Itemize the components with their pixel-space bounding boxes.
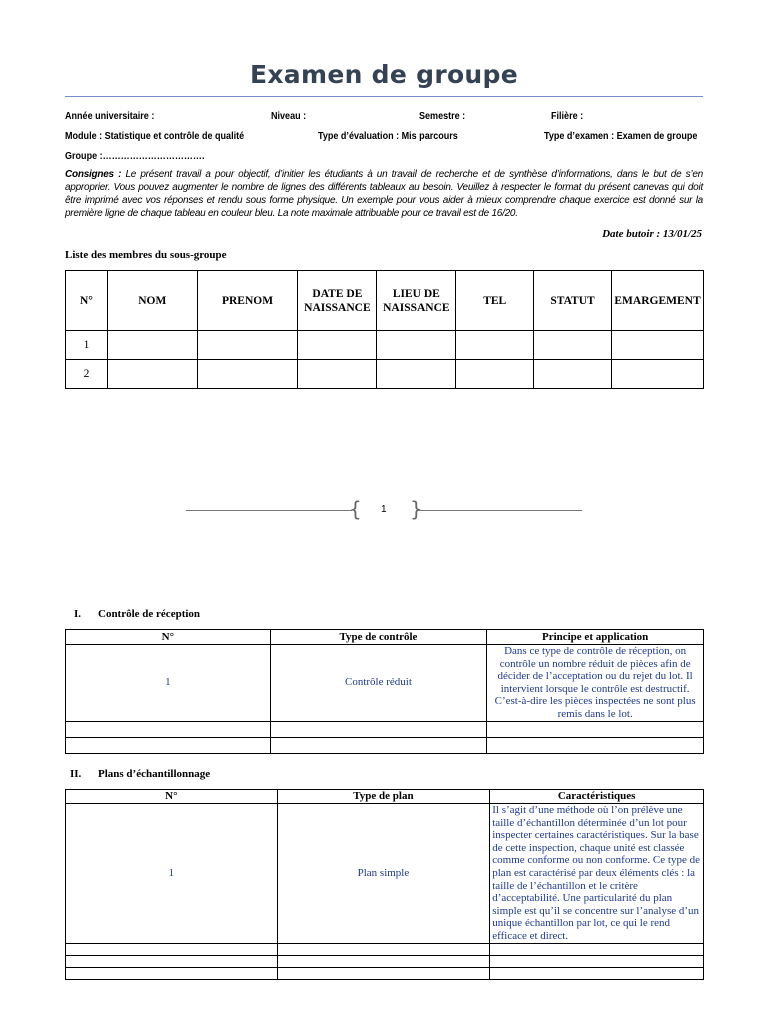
footer-line-right xyxy=(418,510,582,511)
annee-label: Année universitaire : xyxy=(65,110,155,122)
consignes-paragraph xyxy=(65,168,703,220)
table-cell[interactable] xyxy=(377,360,456,389)
groupe-label: Groupe :……………………………. xyxy=(65,150,205,162)
table-cell[interactable] xyxy=(490,967,704,979)
footer-line-left xyxy=(186,510,352,511)
niveau-label: Niveau : xyxy=(271,110,307,122)
members-header-row xyxy=(66,271,704,331)
table-cell[interactable] xyxy=(270,721,487,737)
col-header: NOM xyxy=(107,271,197,331)
table-cell[interactable] xyxy=(277,943,490,955)
col-header: STATUT xyxy=(534,271,612,331)
col-header: Type de contrôle xyxy=(270,630,487,645)
table-cell[interactable] xyxy=(377,331,456,360)
table-cell[interactable] xyxy=(107,360,197,389)
table-cell[interactable] xyxy=(611,331,703,360)
table-row xyxy=(66,721,704,737)
members-heading: Liste des membres du sous-groupe xyxy=(65,249,227,261)
section1-table xyxy=(65,629,704,754)
left-brace: { xyxy=(349,497,362,521)
table-cell[interactable] xyxy=(277,967,490,979)
table-cell[interactable] xyxy=(298,331,377,360)
title-underline xyxy=(65,96,703,97)
table-cell[interactable] xyxy=(197,331,298,360)
table-row xyxy=(66,955,704,967)
row-number: 2 xyxy=(66,360,108,389)
table-cell[interactable] xyxy=(534,331,612,360)
section2-header-row xyxy=(66,790,704,804)
table-row xyxy=(66,967,704,979)
section1-header-row xyxy=(66,630,704,645)
table-cell[interactable] xyxy=(534,360,612,389)
col-header: N° xyxy=(66,630,271,645)
table-cell[interactable] xyxy=(66,943,278,955)
table-cell[interactable] xyxy=(490,955,704,967)
table-cell[interactable] xyxy=(197,360,298,389)
section2-number: II. xyxy=(70,768,82,780)
table-cell[interactable] xyxy=(298,360,377,389)
table-cell[interactable] xyxy=(107,331,197,360)
col-header: LIEU DE NAISSANCE xyxy=(377,271,456,331)
col-header: TEL xyxy=(456,271,534,331)
example-principe: Dans ce type de contrôle de réception, on contrôle un nombre réduit de pièces afin de décider de l’acceptation ou du rejet du lot. Il intervient lorsque le contrôle est destructif. C’est-à-dire les pièces inspectées ne sont plus remis dans le lot. xyxy=(487,645,704,722)
col-header: Caractéristiques xyxy=(490,790,704,804)
page-title: Examen de groupe xyxy=(250,60,518,89)
section1-number: I. xyxy=(74,608,82,620)
table-cell[interactable] xyxy=(66,721,271,737)
section2-title: Plans d’échantillonnage xyxy=(98,768,211,780)
table-cell[interactable] xyxy=(66,955,278,967)
page-number: 1 xyxy=(381,504,387,515)
table-cell[interactable] xyxy=(456,331,534,360)
table-row xyxy=(66,943,704,955)
members-table xyxy=(65,270,704,389)
row-number: 1 xyxy=(66,331,108,360)
consignes-label: Consignes : xyxy=(65,169,122,180)
example-caracteristiques: Il s’agit d’une méthode où l’on prélève une taille d’échantillon déterminée d’un lot pour inspecter certaines caractéristiques. Sur la base de cette inspection, chaque unité est classée comme conforme ou non conforme. Ce type de plan est caractérisé par deux éléments clés : la taille de l’échantillon et le critère d’acceptabilité. Une particularité du plan simple est qu’il se concentre sur l’analyse d’un unique échantillon par lot, ce qui le rend efficace et direct. xyxy=(490,804,704,944)
module-label: Module : Statistique et contrôle de qualité xyxy=(65,130,245,142)
table-cell[interactable] xyxy=(277,955,490,967)
table-row xyxy=(66,645,704,722)
col-header: N° xyxy=(66,790,278,804)
example-type: Contrôle réduit xyxy=(270,645,487,722)
col-header: Principe et application xyxy=(487,630,704,645)
semestre-label: Semestre : xyxy=(419,110,466,122)
table-row xyxy=(66,331,704,360)
filiere-label: Filière : xyxy=(551,110,584,122)
table-row xyxy=(66,737,704,753)
example-number: 1 xyxy=(66,804,278,944)
table-row xyxy=(66,360,704,389)
section2-table xyxy=(65,789,704,980)
col-header: EMARGEMENT xyxy=(611,271,703,331)
table-cell[interactable] xyxy=(490,943,704,955)
table-cell[interactable] xyxy=(66,967,278,979)
table-cell[interactable] xyxy=(270,737,487,753)
table-cell[interactable] xyxy=(66,737,271,753)
col-header: DATE DE NAISSANCE xyxy=(298,271,377,331)
consignes-text: Le présent travail a pour objectif, d’initier les étudiants à un travail de recherche et de synthèse d’informations, dans le but de s’en approprier. Vous pouvez augmenter le nombre de lignes des différents tableaux au besoin. Veuillez à respecter le format du présent canevas qui doit être imprimé avec vos réponses et rendu sous forme physique. Un exemple pour vous aider à mieux comprendre chaque exercice est donné sur la première ligne de chaque tableau en couleur bleu. La note maximale attribuable pour ce travail est de 16/20. xyxy=(65,169,703,219)
col-header: PRENOM xyxy=(197,271,298,331)
table-cell[interactable] xyxy=(487,721,704,737)
table-cell[interactable] xyxy=(456,360,534,389)
table-cell[interactable] xyxy=(487,737,704,753)
table-row xyxy=(66,804,704,944)
type-evaluation-label: Type d’évaluation : Mis parcours xyxy=(318,130,458,142)
section1-title: Contrôle de réception xyxy=(98,608,201,620)
col-header: N° xyxy=(66,271,108,331)
example-type: Plan simple xyxy=(277,804,490,944)
right-brace: } xyxy=(410,497,423,521)
table-cell[interactable] xyxy=(611,360,703,389)
type-examen-label: Type d’examen : Examen de groupe xyxy=(544,130,698,142)
deadline: Date butoir : 13/01/25 xyxy=(602,228,702,240)
example-number: 1 xyxy=(66,645,271,722)
col-header: Type de plan xyxy=(277,790,490,804)
